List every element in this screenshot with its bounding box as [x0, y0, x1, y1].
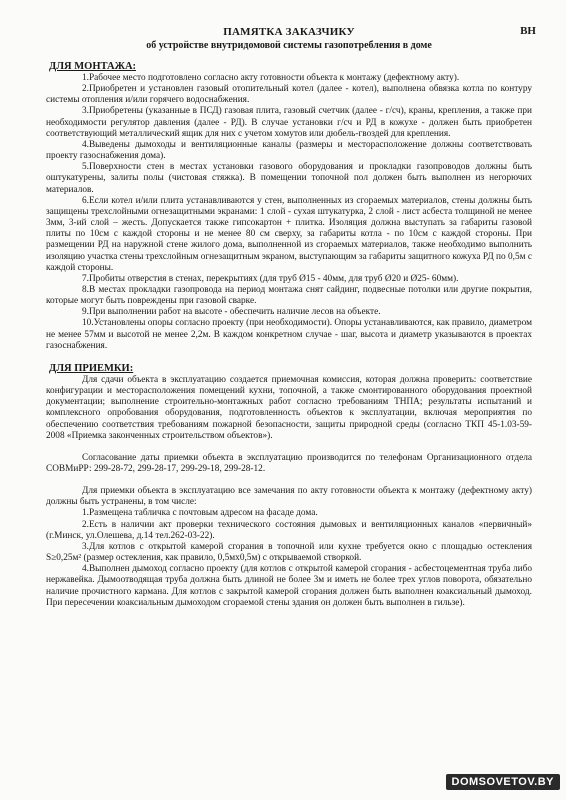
mounting-item-1: 1.Рабочее место подготовлено согласно акту готовности объекта к монтажу (дефектному акту). [82, 73, 460, 83]
mounting-item-8: 8.В местах прокладки газопровода на период монтажа снят сайдинг, подвесные потолки или другие покрытия, которые могут быть повреждены при газовой сварке. [46, 284, 532, 307]
section-heading-acceptance: ДЛЯ ПРИЕМКИ: [49, 362, 134, 374]
acceptance-intro: Для сдачи объекта в эксплуатацию создается приемочная комиссия, которая должна проверить: соответствие конфигурации и месторасположения помещений кухни, топочной, а также смонтированного оборудования проектной документации; выполнение строительно-монтажных работ согласно требованиям ТНПА; результаты испытаний и комплексного опробования оборудования, подготовленность объектов к эксплуатации, включая мероприятия по обеспечению соответствия требованиям пожарной безопасности, защиты природной среды (согласно ТКП 45-1.03-59-2008 «Приемка законченных строительством объектов»). [46, 374, 532, 441]
document-code: ВН [520, 25, 536, 37]
mounting-item-6: 6.Если котел и/или плита устанавливаются у стен, выполненных из сгораемых материалов, стены должны быть защищены трехслойными огнезащитными экранами: 1 слой - сухая штукатурка, 2 слой - лист асбеста толщиной не менее 3мм, 3-ий слой – жесть. Допускается также гипсокартон + плитка. Изоляция должна выступать за габариты газовой плиты по 10см с каждой стороны и не менее 80 см сверху, за габариты котла - по 10см с каждой стороны. При размещении РД на наружной стене жилого дома, выполненной из сгораемых материалов, также необходимо выполнить изоляцию участка стены трехслойным огнезащитным экраном, выступающим за габариты защитного кожуха РД по 0,5м с каждой стороны. [46, 195, 532, 273]
mounting-item-5: 5.Поверхности стен в местах установки газового оборудования и прокладки газопроводов должны быть оштукатурены, залиты полы (чистовая стяжка). В помещении топочной пол должен быть выполнен из негорючих материалов. [46, 162, 532, 195]
mounting-item-3: 3.Приобретены (указанные в ПСД) газовая плита, газовый счетчик (далее - г/сч), краны, крепления, а также при необходимости регулятор давления (далее - РД). В случае установки г/сч и РД в кожухе - должен быть приобретен соответствующий металлический ящик для них с учетом хомутов или дюбель-гвоздей для крепления. [46, 106, 532, 139]
acceptance-item-3: 3.Для котлов с открытой камерой сгорания в топочной или кухне требуется окно с площадью остекления S≥0,25м² (размер остекления, как правило, 0,5мх0,5м) с открываемой створкой. [46, 541, 532, 564]
acceptance-remarks: Для приемки объекта в эксплуатацию все замечания по акту готовности объекта к монтажу (дефектному акту) должны быть устранены, в том числе: [46, 486, 532, 508]
acceptance-dates: Согласование даты приемки объекта в эксплуатацию производится по телефонам Организационного отдела СОВМиРР: 299-28-72, 299-28-17, 299-29-18, 299-28-12. [46, 452, 532, 474]
mounting-item-10: 10.Установлены опоры согласно проекту (при необходимости). Опоры устанавливаются, как правило, диаметром не менее 57мм и высотой не менее 2,2м. В каждом конкретном случае - шаг, высота и диаметр указываются в проектах газоснабжения. [46, 318, 532, 351]
mounting-item-9: 9.При выполнении работ на высоте - обеспечить наличие лесов на объекте. [82, 307, 381, 318]
mounting-item-2: 2.Приобретен и установлен газовый отопительный котел (далее - котел), выполнена обвязка котла по контуру системы отопления и/или горячего водоснабжения. [46, 84, 532, 106]
document-title: ПАМЯТКА ЗАКАЗЧИКУ [223, 26, 355, 38]
acceptance-item-4: 4.Выполнен дымоход согласно проекту (для котлов с открытой камерой сгорания - асбестоцементная труба либо нержавейка. Дымоотводящая труба должна быть длиной не более 3м и иметь не более трех углов поворота, обязательно наличие прочистного кармана. Для котлов с закрытой камерой сгорания должен быть выполнен коаксиальный дымоход. При пересечении коаксиальным дымоходом сгораемой стены здания он должен быть выполнен в гильзе). [46, 564, 532, 608]
mounting-item-7: 7.Пробиты отверстия в стенах, перекрытиях (для труб Ø15 - 40мм, для труб Ø20 и Ø25- 60мм). [82, 273, 459, 284]
mounting-item-4: 4.Выведены дымоходы и вентиляционные каналы (размеры и месторасположение должны соответствовать проекту газоснабжения дома). [46, 139, 532, 162]
acceptance-item-1: 1.Размещена табличка с почтовым адресом на фасаде дома. [82, 508, 318, 519]
site-watermark: DOMSOVETOV.BY [446, 774, 560, 790]
acceptance-item-2: 2.Есть в наличии акт проверки технического состояния дымовых и вентиляционных каналов «первичный» (г.Минск, ул.Олешева, д.14 тел.262-03-22). [46, 519, 532, 541]
document-subtitle: об устройстве внутридомовой системы газопотребления в доме [146, 40, 432, 51]
section-heading-mounting: ДЛЯ МОНТАЖА: [49, 61, 137, 72]
